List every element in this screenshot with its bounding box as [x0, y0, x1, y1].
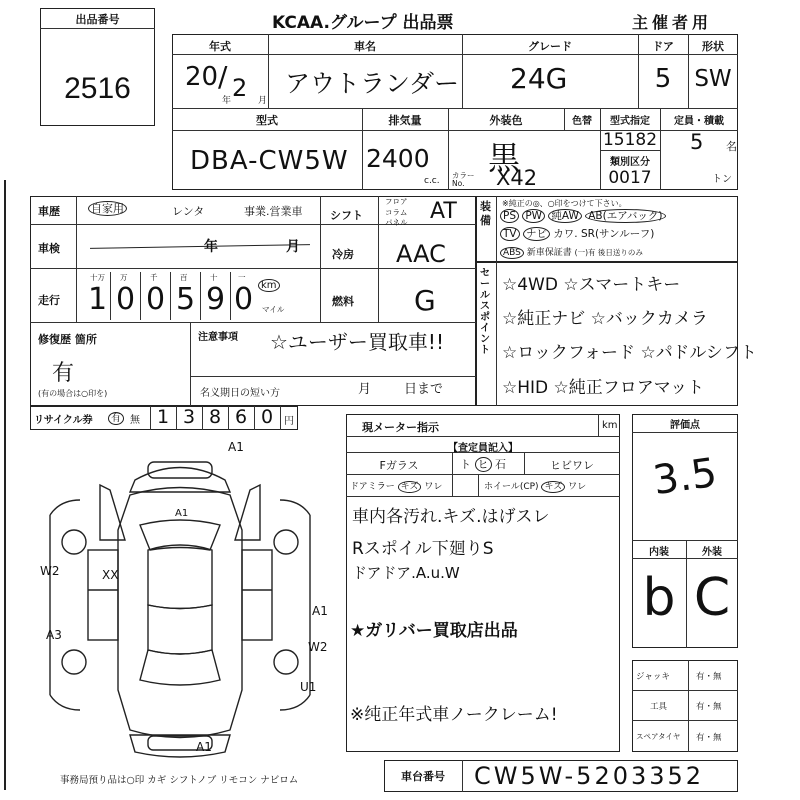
equip-abs[interactable]: ABS	[500, 247, 524, 259]
history-option-business[interactable]: 事業.営業車	[244, 205, 303, 218]
mileage-unit-100k: 十万	[90, 273, 105, 282]
color-no-value: X42	[496, 166, 538, 190]
inspector-label: 【査定員記入】	[448, 443, 518, 454]
capacity-value: 5	[690, 130, 704, 154]
model-label: 型式	[256, 114, 278, 127]
lot-number-label: 出品番号	[75, 13, 120, 26]
shift-option-column[interactable]: コラム	[385, 208, 408, 217]
doors-label: ドア	[652, 40, 674, 53]
expiry-month-unit: 月	[358, 382, 372, 397]
color-value: 黒	[488, 139, 521, 177]
capacity-unit: 名	[726, 140, 737, 153]
mirror-option-crack[interactable]: ワレ	[424, 482, 443, 492]
year-value: 20	[185, 62, 219, 92]
year-unit: 年	[222, 96, 232, 106]
glass-option-2[interactable]: ヒ	[475, 457, 492, 472]
mirror-label: ドアミラー	[350, 482, 395, 492]
mileage-unit-mile[interactable]: マイル	[262, 305, 285, 314]
color-no-label: カラーNo.	[452, 171, 475, 188]
frame-note: ※纯正年式車ノークレーム!	[350, 705, 558, 725]
equip-warranty-note: (一)有 後日送りのみ	[574, 248, 643, 257]
year-label: 年式	[209, 40, 231, 53]
equip-sr[interactable]: SR(サンルーフ)	[580, 228, 655, 240]
tool-kit-label: 工具	[650, 702, 668, 712]
meter-label: 現メーター指示	[362, 421, 439, 434]
equip-pw[interactable]: PW	[522, 209, 545, 223]
sales-point-1: ☆4WD ☆スマートキー	[502, 275, 681, 295]
recycle-label: リサイクル券	[34, 415, 93, 426]
chassis-label: 車台番号	[401, 770, 445, 783]
wheel-option-scratch[interactable]: キズ	[541, 481, 565, 493]
sales-point-2: ☆純正ナビ ☆バックカメラ	[502, 309, 708, 329]
model-value: DBA-CW5W	[190, 146, 349, 176]
notes-label: 注意事項	[198, 332, 238, 343]
recycle-digit-2: 3	[182, 406, 196, 428]
mileage-unit-10k: 万	[120, 273, 128, 282]
chassis-value: CW5W-5203352	[474, 762, 705, 790]
sales-point-4: ☆HID ☆純正フロアマット	[502, 378, 705, 398]
mark-left-a3: A3	[46, 628, 62, 642]
comment-line-3: ドアドア.A.u.W	[352, 564, 460, 582]
grade-value: 24G	[510, 62, 568, 95]
mark-left-xx: XX	[102, 568, 119, 582]
comment-line-1: 車内各汚れ.キズ.はげスレ	[352, 507, 550, 527]
load-unit: トン	[712, 174, 732, 185]
comment-line-2: Rスポイル下廻りS	[352, 539, 494, 559]
displacement-value: 2400	[366, 144, 430, 173]
tool-kit-value[interactable]: 有・無	[696, 702, 722, 712]
fuel-label: 燃料	[332, 295, 354, 308]
month-value: 2	[232, 74, 248, 102]
mark-front-a1: A1	[228, 440, 244, 454]
mileage-digit-1: 1	[88, 282, 108, 317]
equip-ab[interactable]: AB(エアバック)	[585, 209, 665, 223]
shift-value: AT	[430, 199, 457, 224]
recycle-unit: 円	[284, 416, 294, 427]
sales-points-label: セールスポイント	[480, 268, 490, 356]
exterior-label: 外装	[702, 547, 722, 558]
inspection-label: 車検	[38, 242, 60, 255]
tool-jack-label: ジャッキ	[636, 672, 670, 682]
mileage-unit-km[interactable]: km	[258, 280, 280, 291]
footer-note: 事務局預り品は○印 カギ シフトノブ リモコン ナビロム	[60, 775, 299, 786]
mileage-unit-1: 一	[238, 273, 246, 282]
organizer-label: 主催者用	[632, 13, 713, 32]
inspection-month-unit: 月	[286, 239, 300, 255]
mark-left-w2: W2	[40, 564, 60, 578]
mark-right-u1: U1	[300, 680, 317, 694]
mark-right-w2: W2	[308, 640, 328, 654]
color-label: 外装色	[489, 114, 523, 127]
shift-option-panel[interactable]: パネル	[385, 218, 408, 227]
mileage-label: 走行	[38, 294, 60, 307]
ac-label: 冷房	[332, 248, 354, 261]
interior-label: 内装	[649, 547, 669, 558]
history-option-rental[interactable]: レンタ	[172, 205, 205, 218]
interior-grade: b	[642, 568, 676, 628]
glass-option-3[interactable]: 石	[495, 458, 506, 471]
model-spec-label: 型式指定	[610, 116, 650, 127]
glass-crack-label: ヒビワレ	[550, 459, 594, 472]
shift-option-floor[interactable]: フロア	[385, 197, 408, 206]
glass-option-1[interactable]: ト	[460, 458, 471, 471]
mileage-unit-10: 十	[210, 273, 218, 282]
rating-label: 評価点	[670, 420, 700, 431]
equip-tv[interactable]: TV	[500, 227, 520, 241]
category-label: 類別区分	[610, 157, 650, 168]
equip-aw[interactable]: 純AW	[548, 209, 582, 223]
car-damage-diagram	[30, 440, 330, 770]
wheel-row	[484, 479, 586, 492]
wheel-option-crack[interactable]: ワレ	[568, 482, 587, 492]
dealer-stamp: ★ガリバー買取店出品	[350, 621, 518, 641]
paint-label: 色替	[572, 116, 592, 127]
tool-jack-value[interactable]: 有・無	[696, 672, 722, 682]
capacity-label: 定員・積載	[674, 116, 724, 127]
grade-label: グレード	[528, 40, 572, 53]
recycle-digit-3: 8	[208, 406, 222, 428]
mark-right-a1: A1	[312, 604, 328, 618]
equipment-row-2	[500, 226, 654, 241]
inspection-year-unit: 年	[204, 239, 218, 255]
equip-ps[interactable]: PS	[500, 209, 519, 223]
recycle-option-no[interactable]: 無	[130, 415, 140, 426]
shift-label: シフト	[330, 209, 363, 222]
equipment-row-3	[500, 245, 643, 258]
mileage-digit-5: 9	[206, 282, 226, 317]
recycle-digit-4: 6	[234, 406, 248, 428]
history-option-private[interactable]: 自家用	[88, 200, 127, 216]
cc-unit: c.c.	[424, 176, 440, 186]
mirror-option-scratch[interactable]: キズ	[398, 481, 422, 493]
rating-value: 3.5	[650, 449, 720, 505]
month-unit: 月	[258, 96, 268, 106]
mirror-row	[350, 479, 442, 492]
tool-spare-value[interactable]: 有・無	[696, 733, 722, 743]
binding-edge	[4, 180, 6, 790]
name-label: 車名	[354, 40, 376, 53]
expiry-label: 名义期日の短い方	[200, 388, 280, 399]
repair-label: 修復歴 箇所	[38, 333, 97, 346]
mileage-digit-6: 0	[234, 282, 254, 317]
fuel-value: G	[414, 284, 436, 317]
wheel-label: ホイール(CP)	[484, 482, 539, 492]
equip-warranty[interactable]: 新車保証書	[526, 248, 572, 258]
equipment-row-1	[500, 208, 666, 223]
equipment-label: 装備	[480, 200, 491, 227]
mark-rear-a1: A1	[196, 740, 212, 754]
recycle-digit-5: 0	[260, 406, 274, 428]
category-value: 0017	[608, 168, 652, 188]
ac-value: AAC	[396, 240, 446, 268]
exterior-grade: C	[693, 568, 731, 628]
repair-value: 有	[52, 361, 75, 386]
form-title: KCAA.グループ 出品票	[272, 13, 454, 33]
expiry-day-unit: 日まで	[404, 382, 444, 397]
glass-options	[460, 456, 506, 472]
mileage-unit-1k: 千	[150, 273, 158, 282]
meter-unit: km	[602, 420, 618, 431]
vehicle-name: アウトランダー	[285, 69, 460, 98]
body-value: SW	[694, 66, 732, 92]
equip-leather[interactable]: カワ.	[553, 228, 578, 240]
model-spec-value: 15182	[602, 130, 658, 150]
notes-text: ☆ユーザー買取車!!	[270, 330, 444, 354]
body-label: 形状	[702, 40, 724, 53]
history-label: 車歴	[38, 205, 60, 218]
glass-label: Fガラス	[379, 459, 419, 472]
displacement-label: 排気量	[388, 114, 422, 127]
recycle-option-yes[interactable]: 有	[108, 409, 124, 424]
sales-point-3: ☆ロックフォード ☆パドルシフト	[502, 343, 757, 363]
mileage-unit-100: 百	[180, 273, 188, 282]
mileage-digit-3: 0	[146, 282, 166, 317]
mileage-digit-2: 0	[116, 282, 136, 317]
equip-navi[interactable]: ナビ	[523, 227, 550, 241]
year-slash: /	[218, 60, 228, 93]
repair-note: (有の場合は○印を)	[38, 389, 108, 398]
recycle-digit-1: 1	[156, 406, 170, 428]
mark-hood-a1: A1	[175, 508, 189, 519]
equipment-note: ※純正の◎、○印をつけて下さい。	[502, 199, 627, 208]
doors-value: 5	[654, 64, 672, 94]
mileage-digit-4: 5	[176, 282, 196, 317]
tool-spare-label: スペアタイヤ	[636, 732, 681, 741]
lot-number: 2516	[64, 72, 131, 105]
